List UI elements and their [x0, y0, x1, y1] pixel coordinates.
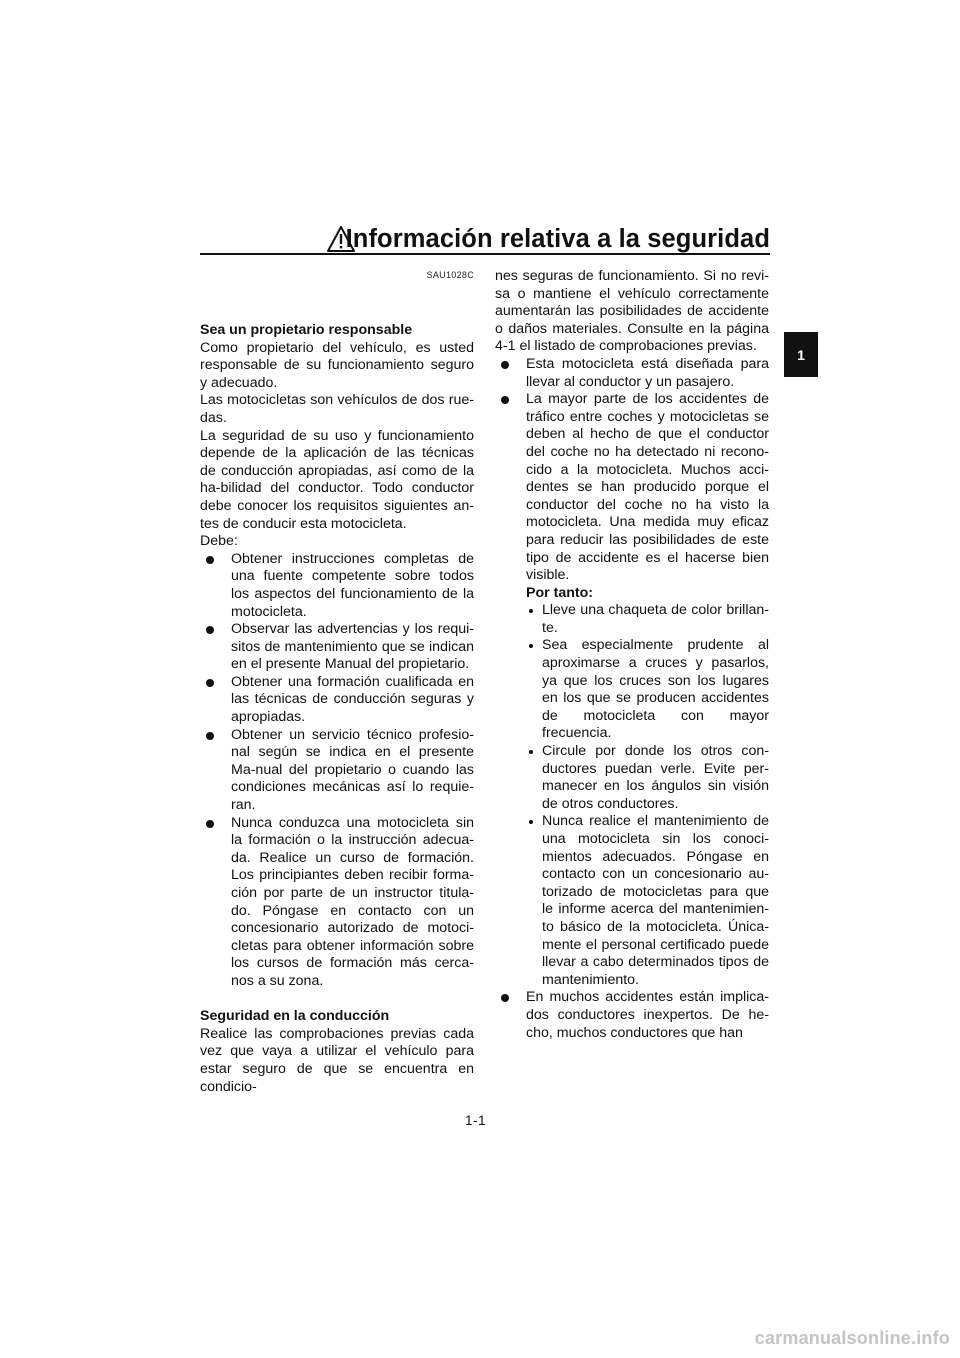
bullet-dot-icon — [501, 396, 509, 404]
subheading: Por tanto: — [526, 584, 593, 601]
sub-bullet-item — [495, 637, 769, 743]
paragraph: nes seguras de funcionamiento. Si no revi-sa o mantiene el vehículo correctamente aumentarán las posibilidades de accidente o daños materiales. Consulte en la página 4-1 el listado de comprobaciones previas. — [495, 268, 769, 355]
bullet-text: La mayor parte de los accidentes de tráfico entre coches y motocicletas se deben al hecho de que el conductor del coche no ha detectado ni recono-cido a la motocicleta. Muchos acci-dentes se han producido porque el conductor del coche no ha visto la motocicleta. Una medida muy eficaz para reducir las posibilidades de este tipo de accidente es el hacerse bien visible. — [526, 391, 769, 584]
sub-bullet-item — [495, 602, 769, 637]
bullet-item — [495, 391, 769, 585]
section-code: SAU1028C — [426, 270, 474, 280]
right-column — [495, 268, 769, 1042]
sub-bullet-text: Circule por donde los otros con-ductores puedan verle. Evite per-manecer en los ángulos sin visión de otros conductores. — [542, 743, 769, 812]
left-column — [200, 322, 474, 1096]
paragraph: La seguridad de su uso y funcionamiento depende de la aplicación de las técnicas de conducción apropiadas, así como de la ha-bilidad del conductor. Todo conductor debe conocer los requisitos siguientes an-tes de conducir esta motocicleta. — [200, 427, 474, 532]
bullet-dot-icon — [206, 679, 214, 687]
bullet-text: En muchos accidentes están implica-dos conductores inexpertos. De he-cho, muchos conductores que han — [526, 989, 769, 1041]
page-title: Información relativa a la seguridad — [345, 225, 770, 253]
chapter-tab: 1 — [784, 332, 818, 377]
sub-bullet-item — [495, 813, 769, 989]
sub-bullet-dot-icon — [529, 609, 533, 613]
spacer — [200, 991, 474, 1009]
header-divider — [200, 253, 770, 255]
sub-bullet-text: Lleve una chaqueta de color brillan-te. — [542, 602, 769, 636]
bullet-item — [200, 727, 474, 815]
sub-bullet-text: Sea especialmente prudente al aproximarse a cruces y pasarlos, ya que los cruces son los lugares en los que se producen accidentes de motocicleta con mayor frecuencia. — [542, 637, 769, 742]
section-heading: Sea un propietario responsable — [200, 322, 413, 338]
paragraph: Las motocicletas son vehículos de dos rue-das. — [200, 392, 474, 426]
sub-bullet-dot-icon — [529, 750, 533, 754]
bullet-text: Obtener un servicio técnico profesio-nal según se indica en el presente Ma-nual del propietario o cuando las condiciones mecánicas así lo requie-ran. — [231, 726, 474, 814]
sub-bullet-text: Nunca realice el mantenimiento de una motocicleta sin los conoci-mientos adecuados. Póngase en contacto con un concesionario au-torizado de motocicletas para que le informe acerca del mantenimien-to básico de la motocicleta. Única-mente el personal certificado puede llevar a cabo determinados tipos de mantenimiento. — [542, 813, 769, 988]
page-number: 1-1 — [465, 1113, 487, 1128]
bullet-item — [200, 815, 474, 991]
paragraph: Realice las comprobaciones previas cada vez que vaya a utilizar el vehículo para estar seguro de que se encuentra en condicio- — [200, 1025, 474, 1095]
bullet-item — [200, 551, 474, 621]
bullet-item — [495, 989, 769, 1042]
bullet-dot-icon — [206, 556, 214, 564]
bullet-dot-icon — [501, 994, 509, 1002]
bullet-text: Obtener instrucciones completas de una fuente competente sobre todos los aspectos del funcionamiento de la motocicleta. — [231, 550, 474, 620]
sub-bullet-dot-icon — [529, 820, 533, 824]
paragraph: Debe: — [200, 533, 238, 550]
bullet-item — [495, 356, 769, 391]
bullet-dot-icon — [206, 732, 214, 740]
bullet-dot-icon — [206, 820, 214, 828]
bullet-dot-icon — [206, 626, 214, 634]
section-heading: Seguridad en la conducción — [200, 1008, 390, 1025]
bullet-dot-icon — [501, 361, 509, 369]
bullet-text: Observar las advertencias y los requi-sitos de mantenimiento que se indican en el presente Manual del propietario. — [231, 621, 474, 673]
bullet-text: Esta motocicleta está diseñada para llevar al conductor y un pasajero. — [526, 355, 769, 390]
bullet-item — [200, 621, 474, 674]
page-header — [200, 222, 770, 256]
paragraph: Como propietario del vehículo, es usted responsable de su funcionamiento seguro y adecuado. — [200, 339, 474, 391]
bullet-text: Obtener una formación cualificada en las técnicas de conducción seguras y apropiadas. — [231, 673, 474, 726]
sub-bullet-dot-icon — [529, 644, 533, 648]
bullet-item — [200, 674, 474, 727]
watermark: carmanualsonline.info — [754, 1328, 950, 1348]
sub-bullet-item — [495, 743, 769, 813]
bullet-text: Nunca conduzca una motocicleta sin la formación o la instrucción adecua-da. Realice un curso de formación. Los principiantes deben recibir forma-ción por parte de un instructor titula-do. Póngase en contacto con un concesionario autorizado de motoci-cletas para obtener información sobre los cursos de formación más cerca-nos a su zona. — [231, 814, 474, 989]
